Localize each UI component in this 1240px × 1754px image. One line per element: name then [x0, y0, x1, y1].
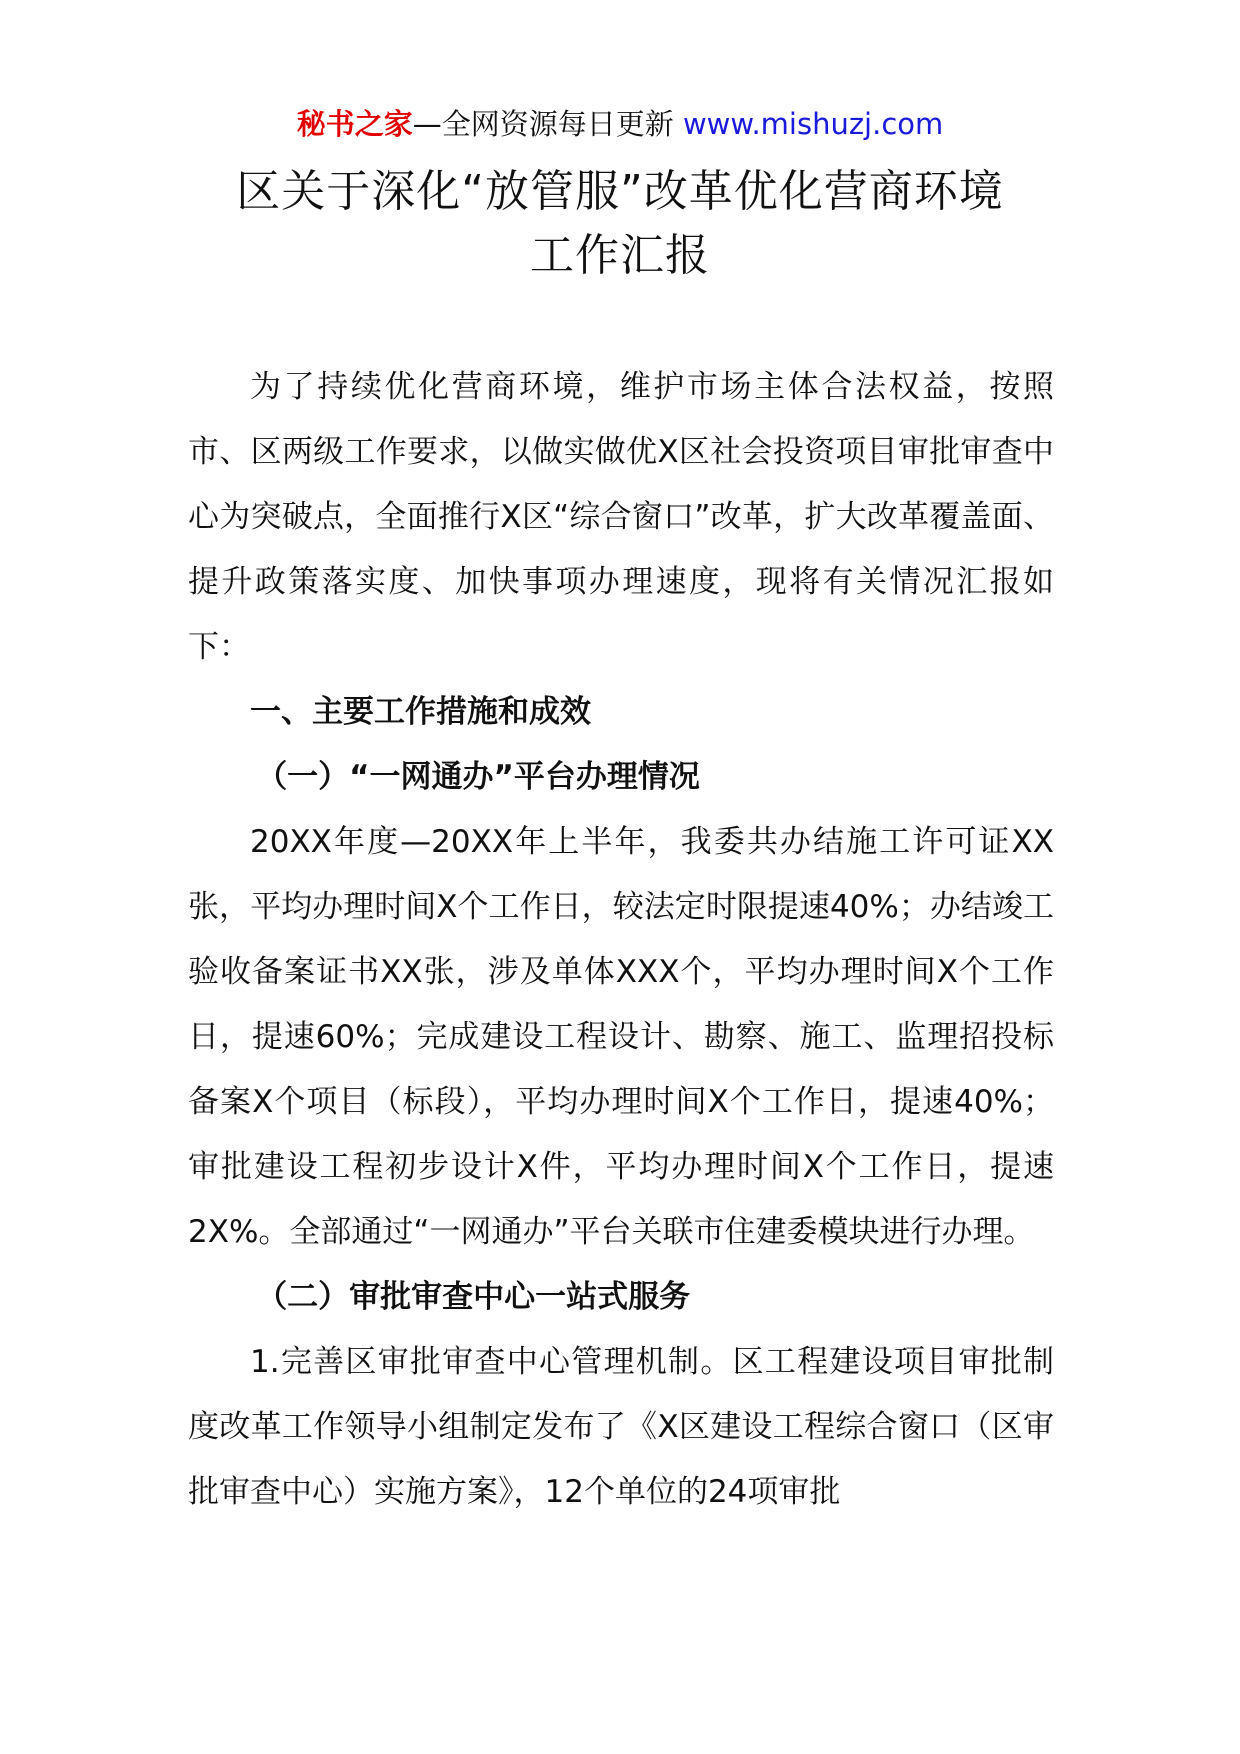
banner-brand: 秘书之家 — [296, 107, 413, 141]
section-heading-1: 一、主要工作措施和成效 — [250, 694, 591, 730]
document-title — [0, 160, 1240, 288]
intro-paragraph: 为了持续优化营商环境，维护市场主体合法权益，按照市、区两级工作要求，以做实做优X区社会投资项目审批审查中心为突破点，全面推行X区“综合窗口”改革，扩大改革覆盖面、提升政策落实度、加快事项办理速度，现将有关情况汇报如下： — [188, 369, 1054, 665]
site-banner — [0, 104, 1240, 144]
document-title-line-2: 工作汇报 — [530, 230, 710, 281]
subsection-2-paragraph: 1.完善区审批审查中心管理机制。区工程建设项目审批制度改革工作领导小组制定发布了《X区建设工程综合窗口（区审批审查中心）实施方案》，12个单位的24项审批 — [188, 1344, 1054, 1510]
banner-url-link[interactable]: www.mishuzj.com — [682, 107, 944, 141]
subsection-heading-1: （一）“一网通办”平台办理情况 — [256, 759, 700, 795]
subsection-heading-2: （二）审批审查中心一站式服务 — [256, 1279, 691, 1315]
document-title-line-1: 区关于深化“放管服”改革优化营商环境 — [236, 166, 1004, 217]
document-body — [188, 355, 1054, 1525]
banner-tagline: —全网资源每日更新 — [412, 107, 683, 141]
subsection-1-paragraph: 20XX年度—20XX年上半年，我委共办结施工许可证XX张，平均办理时间X个工作日，较法定时限提速40%；办结竣工验收备案证书XX张，涉及单体XXX个，平均办理时间X个工作日，提速60%；完成建设工程设计、勘察、施工、监理招投标备案X个项目（标段），平均办理时间X个工作日，提速40%；审批建设工程初步设计X件，平均办理时间X个工作日，提速2X%。全部通过“一网通办”平台关联市住建委模块进行办理。 — [188, 824, 1054, 1250]
